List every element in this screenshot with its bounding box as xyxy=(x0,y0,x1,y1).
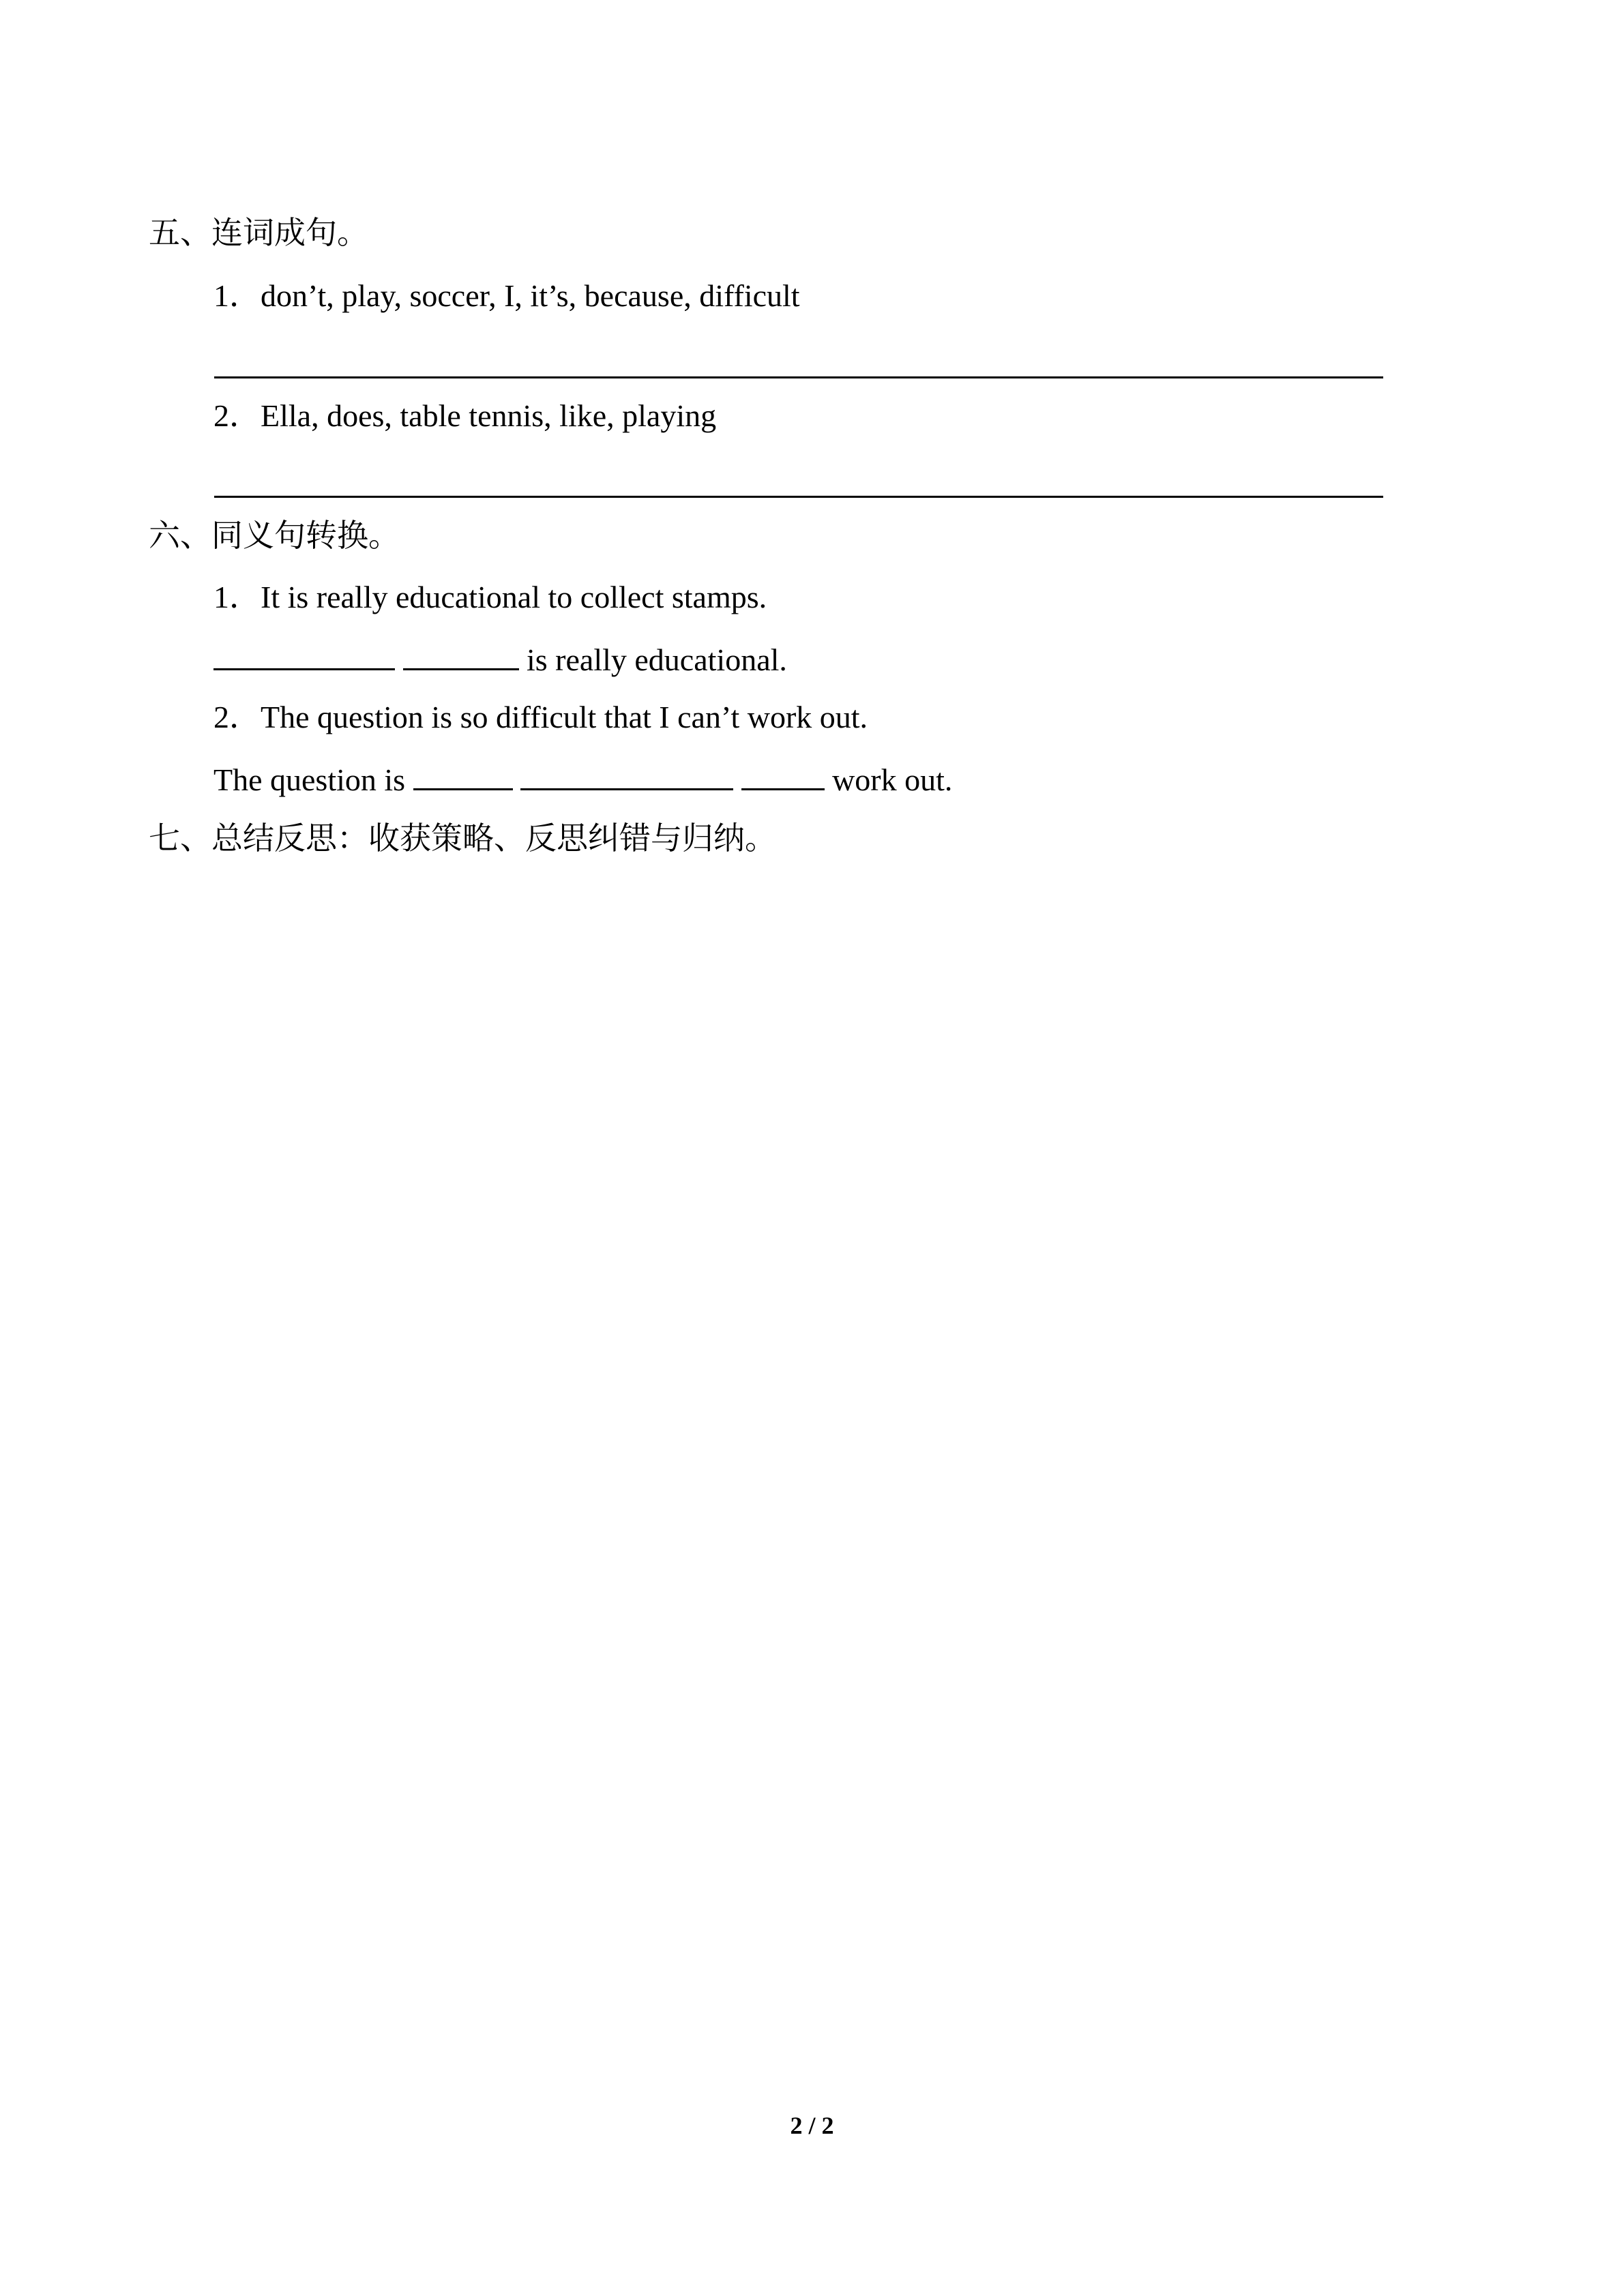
page-number: 2 / 2 xyxy=(790,2112,834,2139)
answer-1-suffix: is really educational. xyxy=(518,642,787,677)
section-five-question-2: 2．Ella, does, table tennis, like, playing xyxy=(213,398,717,433)
answer-line-section-five-q1[interactable] xyxy=(214,376,1383,378)
section-six-title: 六、同义句转换。 xyxy=(149,518,400,553)
fill-in-blank[interactable] xyxy=(520,761,733,790)
section-five-question-1: 1．don’t, play, soccer, I, it’s, because, difficult xyxy=(213,278,800,313)
fill-in-blank[interactable] xyxy=(741,761,825,790)
fill-in-blank[interactable] xyxy=(213,641,395,670)
answer-2-prefix: The question is xyxy=(213,762,413,797)
section-six-answer-1 xyxy=(213,640,787,681)
section-six-question-1: 1．It is really educational to collect stamps. xyxy=(213,580,767,614)
section-six-question-2: 2．The question is so difficult that I can’t work out. xyxy=(213,700,868,734)
fill-in-blank[interactable] xyxy=(403,641,519,670)
section-six-answer-2 xyxy=(213,760,952,801)
section-seven-title: 七、总结反思：收获策略、反思纠错与归纳。 xyxy=(149,821,776,856)
answer-2-suffix: work out. xyxy=(824,762,953,797)
answer-line-section-five-q2[interactable] xyxy=(214,496,1383,498)
fill-in-blank[interactable] xyxy=(413,761,513,790)
section-five-title: 五、连词成句。 xyxy=(149,215,368,250)
